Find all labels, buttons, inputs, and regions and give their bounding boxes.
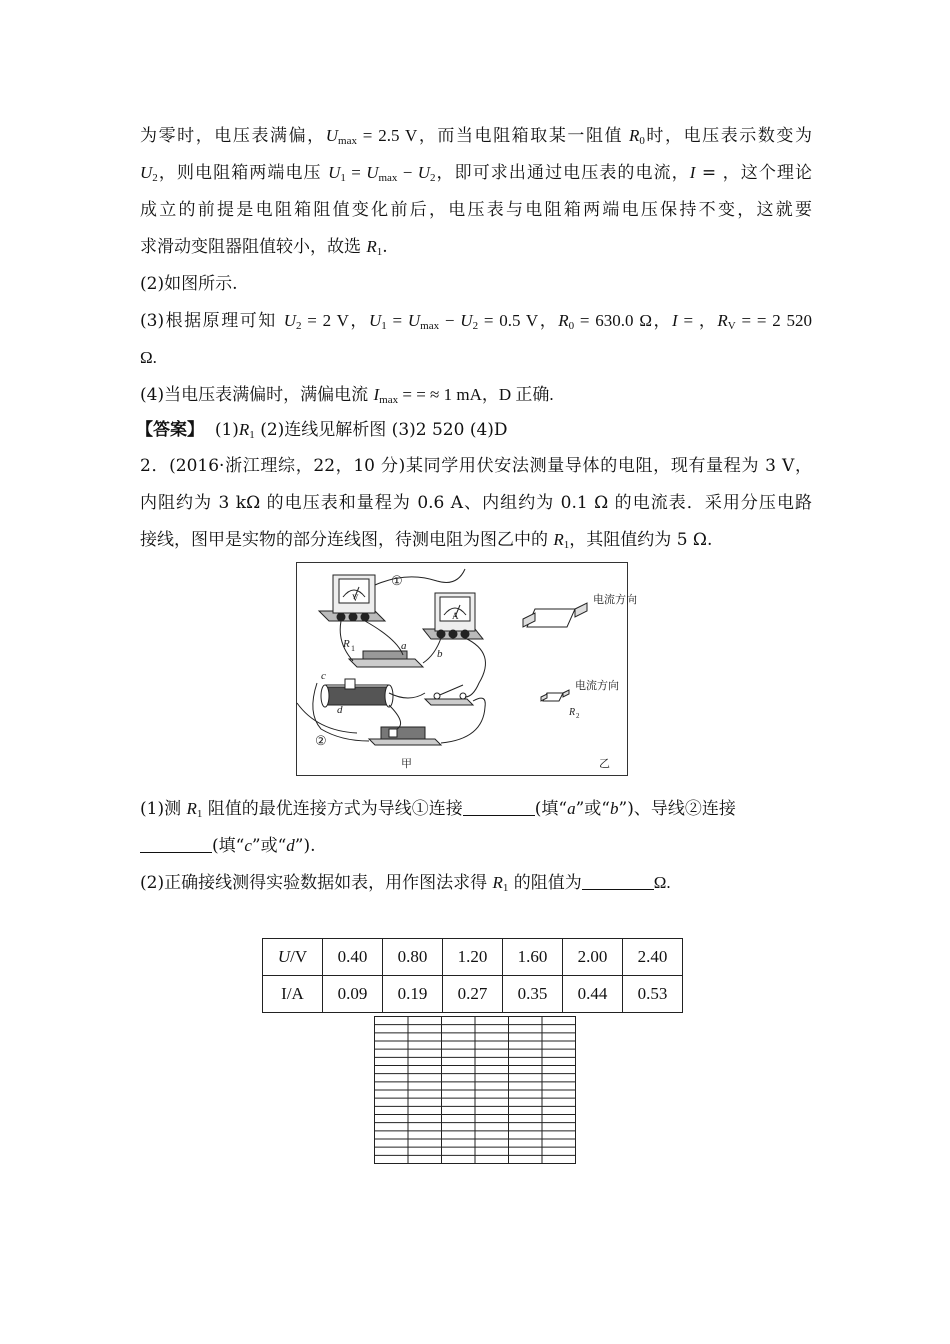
current-direction-label-2: 电流方向 <box>575 680 619 692</box>
table-header-voltage: U/V <box>263 939 323 976</box>
table-cell: 0.35 <box>503 976 563 1013</box>
solution-line-8: (4)当电压表满偏时，满偏电流 $I_{max}$ = = ≈ 1 mA，D 正确. <box>140 385 554 406</box>
table-cell: 0.44 <box>563 976 623 1013</box>
table-cell: 0.40 <box>323 939 383 976</box>
r2-label-sub: 2 <box>576 712 580 720</box>
table-cell: 0.27 <box>443 976 503 1013</box>
graph-paper-grid[interactable] <box>374 1016 576 1164</box>
ammeter <box>423 593 483 639</box>
r1-label-sub: 1 <box>351 644 355 653</box>
figure-jia-label: 甲 <box>401 758 412 770</box>
current-direction-label-1: 电流方向 <box>593 594 637 606</box>
figure-yi-label: 乙 <box>599 758 610 770</box>
question-2-1-line-2: (填“c”或“d”). <box>140 834 812 858</box>
question-2-2-line: (2)正确接线测得实验数据如表，用作图法求得 $R_1$ 的阻值为 Ω. <box>140 873 671 894</box>
terminal-b-label: b <box>437 648 443 660</box>
voltmeter-label: V <box>352 593 359 603</box>
answer-blank-resistance[interactable] <box>582 873 654 890</box>
circuit-figure <box>296 562 637 776</box>
answer-line: 【答案】 $(1)R_1$ (2)连线见解析图 (3)2 520 (4)D <box>136 420 508 441</box>
answer-blank-wire-1[interactable] <box>463 799 535 816</box>
question-2-line-3: 接线，图甲是实物的部分连线图，待测电阻为图乙中的 $R_1$，其阻值约为 5 Ω. <box>140 530 713 551</box>
resistor-r1 <box>349 651 423 667</box>
answer-blank-wire-2[interactable] <box>140 836 212 853</box>
table-cell: 1.60 <box>503 939 563 976</box>
terminal-c-label: c <box>321 670 326 682</box>
solution-line-4: 求滑动变阻器阻值较小，故选 $R_1$. <box>140 237 388 258</box>
circuit-figure-drawing <box>297 563 637 775</box>
ammeter-label: A <box>452 611 459 621</box>
resistor-r2-block <box>541 690 569 701</box>
solution-line-3: 成立的前提是电阻箱阻值变化前后，电压表与电阻箱两端电压保持不变，这就要 <box>140 200 812 220</box>
battery <box>369 727 441 745</box>
solution-line-1: 为零时，电压表满偏，$U_{max} = 2.5$ V，而当电阻箱取某一阻值 $R_0$时，电压表示数变为 <box>140 126 813 147</box>
terminal-a-label: a <box>401 640 407 652</box>
terminal-d-label: d <box>337 704 343 716</box>
table-cell: 2.00 <box>563 939 623 976</box>
voltmeter <box>319 575 385 621</box>
table-cell: 0.09 <box>323 976 383 1013</box>
r1-label: R <box>343 638 350 650</box>
wire-1-label: ① <box>391 573 403 588</box>
table-cell: 2.40 <box>623 939 683 976</box>
solution-line-7: Ω. <box>140 348 157 367</box>
table-cell: 0.19 <box>383 976 443 1013</box>
answer-tag: 【答案】 <box>136 420 204 440</box>
switch <box>425 685 473 705</box>
resistor-r1-block <box>523 603 587 627</box>
question-2-1-line-1: (1)测 $R_1$ 阻值的最优连接方式为导线①连接 (填“a”或“b”)、导线②连接 <box>140 799 736 820</box>
question-2-line-1: 2．(2016·浙江理综，22，10 分)某同学用伏安法测量导体的电阻，现有量程为 3 V， <box>140 456 812 476</box>
table-cell: 1.20 <box>443 939 503 976</box>
table-row <box>263 976 683 1013</box>
solution-line-6: (3)根据原理可知 $U_2 = 2$ V，$U_1 = U_{max} - U_2 = 0.5$ V，$R_0 = 630.0$ Ω，I = ，$R_V$ = = 2 520 <box>140 311 813 332</box>
data-table <box>262 938 683 1013</box>
r2-label: R <box>569 707 576 718</box>
wire-2-label: ② <box>315 733 327 748</box>
table-cell: 0.53 <box>623 976 683 1013</box>
table-header-current: I/A <box>263 976 323 1013</box>
solution-line-5: (2)如图所示. <box>140 274 238 294</box>
table-row <box>263 939 683 976</box>
solution-line-2: $U_2$，则电阻箱两端电压 $U_1 = U_{max} - U_2$，即可求出通过电压表的电流，I = ，这个理论 <box>140 163 813 184</box>
table-cell: 0.80 <box>383 939 443 976</box>
question-2-line-2: 内阻约为 3 kΩ 的电压表和量程为 0.6 A、内组约为 0.1 Ω 的电流表．采用分压电路 <box>140 493 812 513</box>
rheostat <box>321 679 393 707</box>
